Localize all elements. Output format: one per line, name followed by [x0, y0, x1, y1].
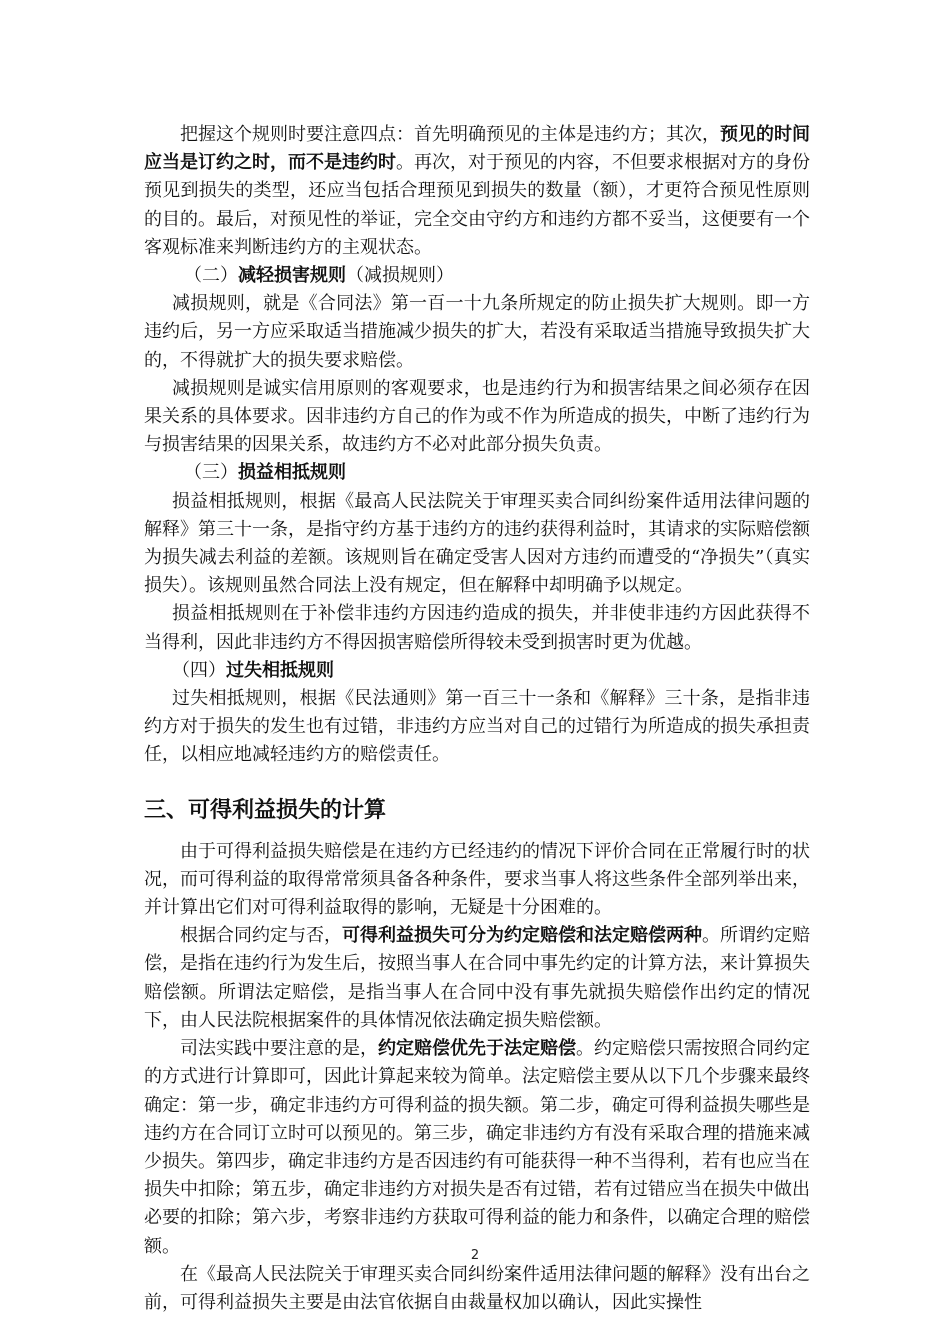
text-run: 由于可得利益损失赔偿是在违约方已经违约的情况下评价合同在正常履行时的状况，而可得利益的取得常常须具备各种条件，要求当事人将这些条件全部列举出来，并计算出它们对可得利益取得的影响，无疑是十分困难的。	[144, 840, 810, 919]
text-run: 过失相抵规则，根据《民法通则》第一百三十一条和《解释》三十条，是指非违约方对于损失的发生也有过错，非违约方应当对自己的过错行为所造成的损失承担责任，以相应地减轻违约方的赔偿责任。	[144, 688, 810, 766]
text-run: 减损规则是诚实信用原则的客观要求，也是违约行为和损害结果之间必须存在因果关系的具体要求。因非违约方自己的作为或不作为所造成的损失，中断了违约行为与损害结果的因果关系，故违约方不必对此部分损失负责。	[144, 377, 810, 456]
paragraph-p8	[144, 922, 810, 1035]
bold-text: 过失相抵规则	[226, 659, 334, 681]
text-run: 损益相抵规则，根据《最高人民法院关于审理买卖合同纠纷案件适用法律问题的解释》第三十一条，是指守约方基于违约方的违约获得利益时，其请求的实际赔偿额为损失减去利益的差额。该规则旨在确定受害人因对方违约而遭受的“净损失”（真实损失）。该规则虽然合同法上没有规定，但在解释中却明确予以规定。	[144, 490, 810, 597]
page-number: 2	[470, 1248, 480, 1263]
text-run: 司法实践中要注意的是，	[180, 1038, 378, 1060]
text-run: 在《最高人民法院关于审理买卖合同纠纷案件适用法律问题的解释》没有出台之前，可得利益损失主要是由法官依据自由裁量权加以确认，因此实操性	[144, 1263, 810, 1313]
paragraph-p3	[144, 375, 810, 460]
text-run: （三）	[184, 462, 238, 484]
bold-text: 三、可得利益损失的计算	[144, 797, 387, 823]
paragraph-p5	[144, 600, 810, 656]
paragraph-p2	[144, 290, 810, 375]
paragraph-p7	[144, 838, 810, 923]
section-heading-section-3	[144, 796, 810, 826]
text-run: 。所谓约定赔偿，是指在违约行为发生后，按照当事人在合同中事先约定的计算方法，来计算损失赔偿额。所谓法定赔偿，是指当事人在合同中没有事先就损失赔偿作出约定的情况下，由人民法院根据案件的具体情况依法确定损失赔偿额。	[144, 925, 810, 1031]
document-body	[144, 121, 810, 1317]
text-run: 。约定赔偿只需按照合同约定的方式进行计算即可，因此计算起来较为简单。法定赔偿主要从以下几个步骤来最终确定：第一步，确定非违约方可得利益的损失额。第二步，确定可得利益损失哪些是违约方在合同订立时可以预见的。第三步，确定非违约方有没有采取合理的措施来减少损失。第四步，确定非违约方是否因违约有可能获得一种不当得利，若有也应当在损失中扣除；第五步，确定非违约方对损失是否有过错，若有过错应当在损失中做出必要的扣除；第六步，考察非违约方获取可得利益的能力和条件，以确定合理的赔偿额。	[144, 1038, 810, 1257]
text-run: 减损规则，就是《合同法》第一百一十九条所规定的防止损失扩大规则。即一方违约后，另一方应采取适当措施减少损失的扩大，若没有采取适当措施导致损失扩大的，不得就扩大的损失要求赔偿。	[144, 293, 810, 371]
bold-text: 减轻损害规则	[238, 265, 346, 287]
text-run: 把握这个规则时要注意四点：首先明确预见的主体是违约方；其次，	[180, 124, 720, 145]
text-run: 根据合同约定与否，	[180, 925, 342, 947]
paragraph-h-3	[144, 459, 810, 487]
text-run: 损益相抵规则在于补偿非违约方因违约造成的损失，并非使非违约方因此获得不当得利，因此非违约方不得因损害赔偿所得较未受到损害时更为优越。	[144, 603, 810, 653]
paragraph-h-2	[144, 262, 810, 290]
bold-text: 损益相抵规则	[238, 462, 346, 484]
text-run: （四）	[172, 659, 226, 681]
bold-text: 可得利益损失可分为约定赔偿和法定赔偿两种	[342, 925, 702, 947]
paragraph-p6	[144, 685, 810, 770]
text-run: （二）	[184, 265, 238, 287]
bold-text: 预见的时间应当是订约之时，而不是违约时	[144, 124, 810, 174]
paragraph-p10	[144, 1261, 810, 1317]
bold-text: 约定赔偿优先于法定赔偿	[378, 1038, 576, 1060]
paragraph-p1	[144, 121, 810, 262]
paragraph-p9	[144, 1035, 810, 1261]
text-run: 。再次，对于预见的内容，不但要求根据对方的身份预见到损失的类型，还应当包括合理预见到损失的数量（额），才更符合预见性原则的目的。最后，对预见性的举证，完全交由守约方和违约方都不妥当，这便要有一个客观标准来判断违约方的主观状态。	[144, 152, 810, 258]
paragraph-p4	[144, 488, 810, 601]
text-run: （减损规则）	[346, 265, 454, 287]
paragraph-h-4	[144, 657, 810, 685]
